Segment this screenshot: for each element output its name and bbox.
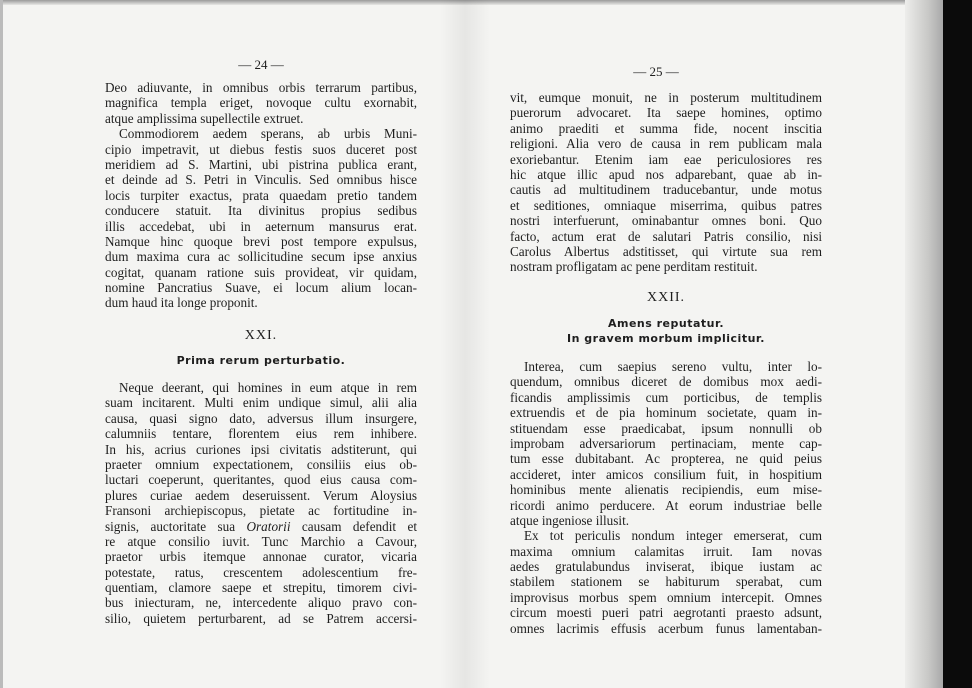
chapter-body [510, 359, 822, 636]
text-line: extruendis et de pia hominum societate, quam in- [510, 405, 822, 421]
chapter-subtitle: In gravem morbum implicitur. [567, 332, 765, 345]
left-page [105, 0, 417, 688]
text-line: praeter omnium expectationem, consiliis eius ob- [105, 456, 417, 472]
text-line: bus iniecturam, ne, intercedente aliquo pravo con- [105, 595, 417, 611]
text-line: circum moesti pueri patri aegrotanti praesto adsunt, [510, 605, 822, 621]
text-line: Neque deerant, qui homines in eum atque in rem [119, 380, 417, 395]
right-page [510, 0, 822, 688]
text-line: potestate, ratus, crescentem adolescentium fre- [105, 564, 417, 580]
text-line: dum haud ita longe proponit. [105, 295, 258, 311]
page-edge-shadow [905, 0, 943, 688]
text-line: hominibus mente alienatis recipiendis, eum mise- [510, 482, 822, 498]
text-line: Ex tot periculis nondum integer emerserat, cum [524, 528, 822, 544]
text-line [105, 519, 417, 534]
text-line: hic atque illic apud nos adparebant, quae ab in- [510, 166, 822, 182]
text-line: cautis ad multitudinem traducebantur, unde motus [510, 182, 822, 198]
book-gutter [440, 0, 490, 688]
text-line: Interea, cum saepius sereno vultu, inter lo- [524, 359, 822, 374]
text-line: praetor urbis itemque annonae curator, vicaria [105, 549, 417, 565]
text-line: stituendam esse praedicabat, ipsum nonnulli ob [510, 420, 822, 436]
text-segment: signis, auctoritate sua [105, 518, 236, 534]
text-line: In his, acrius curiones ipsi civitatis adstiterunt, qui [105, 441, 417, 457]
text-line: Commodiorem aedem sperans, ab urbis Muni- [119, 126, 417, 142]
chapter-title: Amens reputatur. [607, 317, 725, 330]
text-line: illis accedebat, ubi in aeternum mansurus erat. [105, 218, 417, 234]
text-line: re atque consilio iuvit. Tunc Marchio a Cavour, [105, 533, 417, 549]
text-line: dum maxima cura ac sollicitudine secum ipse anxius [105, 249, 417, 265]
text-line: silio, quietem perturbarent, ad se Patrem accersi- [105, 610, 417, 626]
text-line: tum esse dubitabant. Ac propterea, ne quid peius [510, 451, 822, 467]
text-line: quendum, omnibus diceret de domibus mox aedi- [510, 374, 822, 390]
text-line: Carolus Albertus adstitisset, qui virtute sua rem [510, 243, 822, 259]
text-line: maxima omnium calamitas irruit. Iam novas [510, 543, 822, 559]
text-line: nomine Pancratius Suave, ei locum alium locan- [105, 280, 417, 296]
text-line: Namque hinc quoque brevi post tempore expulsus, [105, 233, 417, 249]
text-line: exoriebantur. Etenim iam eae periculosiores res [510, 151, 822, 167]
text-line: cogitat, quanam ratione suis provideat, vir quidam, [105, 264, 417, 280]
text-line: ricordi animo perducere. At eorum industriae belle [510, 497, 822, 513]
text-line: religioni. Alia vero de causa in rem publicam mala [510, 136, 822, 152]
text-line: plures curiae aedem deseruissent. Verum Aloysius [105, 487, 417, 503]
text-line: aedes gratulabundus inviserat, ibique iustam ac [510, 559, 822, 575]
chapter-number: XXI. [244, 328, 278, 343]
page-number: — 25 — [633, 64, 679, 79]
text-line: ficandis amplissimis cum porticibus, de templis [510, 389, 822, 405]
text-line: improbam adversariorum pertinaciam, mente cap- [510, 435, 822, 451]
text-line: improvisus morbus spem omnium intercepit. Omnes [510, 589, 822, 605]
chapter-number: XXII. [646, 290, 686, 305]
text-line: puerorum advocaret. Ita saepe homines, optimo [510, 105, 822, 121]
text-line: causa, quasi signo dato, adversus illum insurgere, [105, 410, 417, 426]
text-line: accideret, inter amicos consilium fuit, in hospitium [510, 466, 822, 482]
scan-border [943, 0, 972, 688]
text-line: omnes lacrimis effusis acerbum funus lamentaban- [510, 620, 822, 636]
text-line: atque amplissima supellectile extruet. [105, 110, 304, 126]
text-line: stabilem stationem se habiturum sperabat, cum [510, 574, 822, 590]
text-line: nostri interfuerunt, ominabantur omnes boni. Quo [510, 213, 822, 229]
text-line: calumniis tentare, florentem eius rem inhibere. [105, 426, 417, 442]
text-line: et deinde ad S. Petri in Vinculis. Sed omnibus hisce [105, 172, 417, 188]
text-line: conducere statuit. Ita divinitus propius sedibus [105, 203, 417, 219]
text-line: magnifica templa eriget, novoque cultu exornabit, [105, 95, 417, 111]
text-line: atque ingeniose illusit. [510, 512, 630, 528]
scan-left-edge [0, 0, 3, 688]
paragraph-continued [105, 80, 417, 311]
text-line: cipio impetravit, ut diebus festis suos duceret post [105, 141, 417, 157]
text-line: suam incitarent. Multi enim undique simul, alii alia [105, 395, 417, 411]
chapter-title: Prima rerum perturbatio. [176, 354, 346, 367]
chapter-body [105, 380, 417, 626]
text-line: Deo adiuvante, in omnibus orbis terrarum partibus, [105, 80, 417, 95]
text-line: Fransoni archiepiscopus, pietate ac fortitudine in- [105, 503, 417, 519]
text-line: nostram profligatam ac pene perditam restituit. [510, 259, 758, 275]
paragraph-continued [510, 90, 822, 275]
text-line: et seditiones, omniaque miserrima, quibus patres [510, 197, 822, 213]
page-number: — 24 — [238, 57, 284, 72]
text-line: facto, actum erat de salutari Patris consilio, nisi [510, 228, 822, 244]
text-line: vit, eumque monuit, ne in posterum multitudinem [510, 90, 822, 105]
text-line: locis turpiter exactus, prata quaedam pretio tandem [105, 187, 417, 203]
text-line: luctari coeperunt, queritantes, quod eius causa com- [105, 472, 417, 488]
italic-word: Oratorii [246, 518, 291, 534]
text-line: quentiam, clamore saepe et strepitu, timorem civi- [105, 580, 417, 596]
text-line: animo praediti et summa fide, nocent inscitia [510, 120, 822, 136]
text-segment: causam defendit et [301, 518, 417, 534]
text-line: meridiem ad S. Martini, ubi pistrina publica erant, [105, 156, 417, 172]
